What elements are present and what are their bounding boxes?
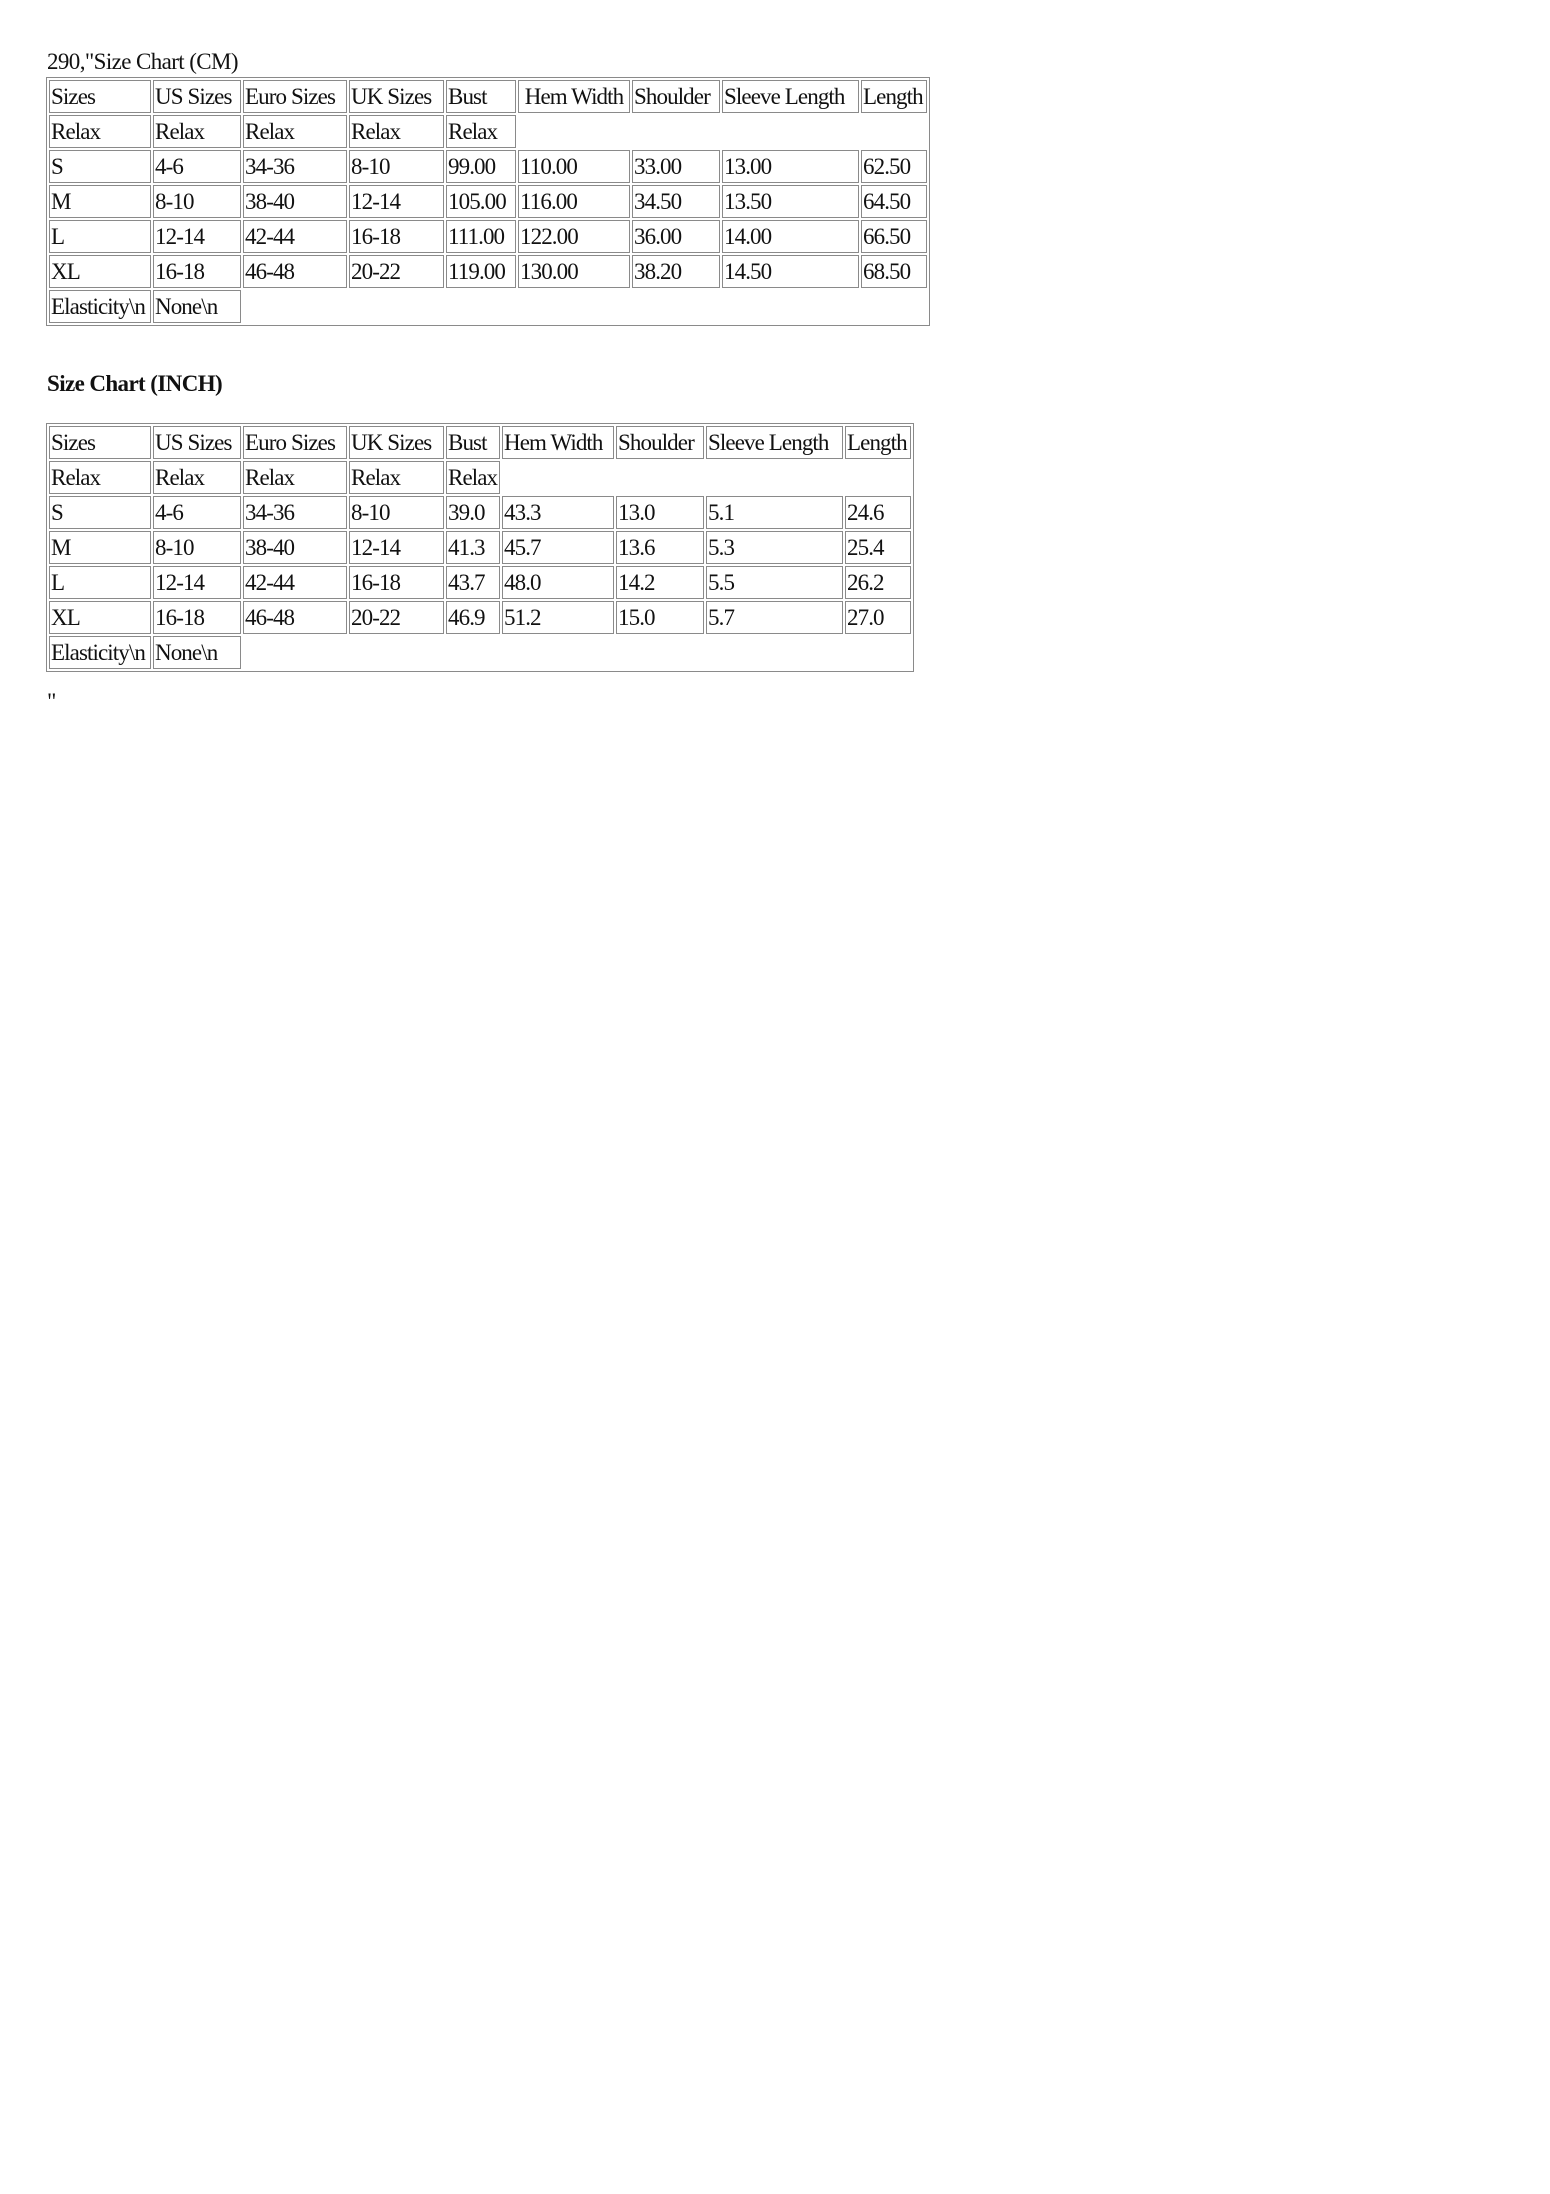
- table-cell: 5.1: [706, 496, 843, 529]
- table-cell: 15.0: [616, 601, 704, 634]
- table-cell: 26.2: [845, 566, 911, 599]
- empty-cell: [349, 290, 444, 323]
- header-cell: Sizes: [49, 426, 151, 459]
- table-cell: 13.6: [616, 531, 704, 564]
- table-cell: 8-10: [153, 185, 241, 218]
- table-cell: 39.0: [446, 496, 500, 529]
- table-cell: L: [49, 220, 151, 253]
- table-cell: 36.00: [632, 220, 720, 253]
- intro-line: 290,"Size Chart (CM): [47, 49, 238, 74]
- table-cell: L: [49, 566, 151, 599]
- table-cell: 14.00: [722, 220, 859, 253]
- table-cell: 27.0: [845, 601, 911, 634]
- table-cell: 45.7: [502, 531, 614, 564]
- empty-cell: [861, 290, 927, 323]
- inch-chart-heading: Size Chart (INCH): [47, 371, 223, 396]
- table-cell: 12-14: [153, 566, 241, 599]
- relax-row: [49, 461, 911, 494]
- relax-cell: Relax: [446, 115, 516, 148]
- table-cell: 13.50: [722, 185, 859, 218]
- table-cell: 5.7: [706, 601, 843, 634]
- table-cell: 66.50: [861, 220, 927, 253]
- header-cell: Shoulder: [632, 80, 720, 113]
- table-row: [49, 150, 927, 183]
- table-cell: 43.7: [446, 566, 500, 599]
- empty-cell: [632, 290, 720, 323]
- empty-cell: [845, 461, 911, 494]
- empty-cell: [845, 636, 911, 669]
- empty-cell: [349, 636, 444, 669]
- table-cell: 16-18: [153, 255, 241, 288]
- relax-cell: Relax: [243, 461, 347, 494]
- relax-cell: Relax: [349, 461, 444, 494]
- table-row: [49, 601, 911, 634]
- header-cell: Hem Width: [518, 80, 630, 113]
- empty-cell: [243, 636, 347, 669]
- table-cell: S: [49, 496, 151, 529]
- table-cell: 42-44: [243, 566, 347, 599]
- table-cell: 43.3: [502, 496, 614, 529]
- empty-cell: [518, 290, 630, 323]
- table-cell: 8-10: [153, 531, 241, 564]
- table-cell: 25.4: [845, 531, 911, 564]
- empty-cell: [632, 115, 720, 148]
- header-cell: UK Sizes: [349, 426, 444, 459]
- table-row: [49, 220, 927, 253]
- empty-cell: [722, 290, 859, 323]
- header-row: [49, 426, 911, 459]
- empty-cell: [861, 115, 927, 148]
- table-cell: 8-10: [349, 150, 444, 183]
- table-cell: 4-6: [153, 496, 241, 529]
- relax-cell: Relax: [446, 461, 500, 494]
- size-chart-inch-table: [46, 423, 914, 672]
- header-cell: Euro Sizes: [243, 80, 347, 113]
- table-cell: 38.20: [632, 255, 720, 288]
- table-cell: 12-14: [153, 220, 241, 253]
- header-cell: Shoulder: [616, 426, 704, 459]
- empty-cell: [446, 290, 516, 323]
- table-cell: 122.00: [518, 220, 630, 253]
- table-row: [49, 531, 911, 564]
- header-cell: Sizes: [49, 80, 151, 113]
- table-cell: XL: [49, 601, 151, 634]
- relax-cell: Relax: [349, 115, 444, 148]
- header-cell: Length: [845, 426, 911, 459]
- table-cell: 46.9: [446, 601, 500, 634]
- table-cell: 105.00: [446, 185, 516, 218]
- table-cell: 41.3: [446, 531, 500, 564]
- table-cell: 16-18: [349, 566, 444, 599]
- table-cell: 16-18: [349, 220, 444, 253]
- table-cell: 130.00: [518, 255, 630, 288]
- relax-row: [49, 115, 927, 148]
- header-cell: Hem Width: [502, 426, 614, 459]
- table-row: [49, 255, 927, 288]
- table-row: [49, 496, 911, 529]
- header-cell: Bust: [446, 426, 500, 459]
- table-cell: 34.50: [632, 185, 720, 218]
- empty-cell: [706, 636, 843, 669]
- table-cell: 38-40: [243, 185, 347, 218]
- table-cell: 34-36: [243, 150, 347, 183]
- empty-cell: [243, 290, 347, 323]
- elasticity-cell: None\n: [153, 636, 241, 669]
- relax-cell: Relax: [49, 461, 151, 494]
- header-cell: Bust: [446, 80, 516, 113]
- table-row: [49, 185, 927, 218]
- table-cell: 4-6: [153, 150, 241, 183]
- empty-cell: [616, 461, 704, 494]
- header-cell: Euro Sizes: [243, 426, 347, 459]
- table-cell: 46-48: [243, 255, 347, 288]
- header-cell: Sleeve Length: [722, 80, 859, 113]
- relax-cell: Relax: [243, 115, 347, 148]
- table-cell: 12-14: [349, 531, 444, 564]
- header-cell: US Sizes: [153, 426, 241, 459]
- elasticity-cell: Elasticity\n: [49, 636, 151, 669]
- elasticity-row: [49, 636, 911, 669]
- table-cell: 51.2: [502, 601, 614, 634]
- table-cell: 14.2: [616, 566, 704, 599]
- empty-cell: [616, 636, 704, 669]
- table-cell: M: [49, 531, 151, 564]
- elasticity-row: [49, 290, 927, 323]
- relax-cell: Relax: [153, 461, 241, 494]
- relax-cell: Relax: [49, 115, 151, 148]
- table-cell: 38-40: [243, 531, 347, 564]
- elasticity-cell: None\n: [153, 290, 241, 323]
- empty-cell: [502, 461, 614, 494]
- table-cell: 48.0: [502, 566, 614, 599]
- empty-cell: [722, 115, 859, 148]
- table-cell: 14.50: [722, 255, 859, 288]
- table-cell: 46-48: [243, 601, 347, 634]
- table-cell: 20-22: [349, 255, 444, 288]
- empty-cell: [446, 636, 500, 669]
- table-cell: 12-14: [349, 185, 444, 218]
- header-cell: UK Sizes: [349, 80, 444, 113]
- table-cell: 64.50: [861, 185, 927, 218]
- table-cell: 62.50: [861, 150, 927, 183]
- table-cell: 8-10: [349, 496, 444, 529]
- table-cell: 111.00: [446, 220, 516, 253]
- elasticity-cell: Elasticity\n: [49, 290, 151, 323]
- table-row: [49, 566, 911, 599]
- empty-cell: [502, 636, 614, 669]
- table-cell: 33.00: [632, 150, 720, 183]
- table-cell: S: [49, 150, 151, 183]
- header-cell: Sleeve Length: [706, 426, 843, 459]
- empty-cell: [706, 461, 843, 494]
- table-cell: 20-22: [349, 601, 444, 634]
- table-cell: 5.3: [706, 531, 843, 564]
- table-cell: 13.00: [722, 150, 859, 183]
- relax-cell: Relax: [153, 115, 241, 148]
- table-cell: 110.00: [518, 150, 630, 183]
- table-cell: 13.0: [616, 496, 704, 529]
- table-cell: 99.00: [446, 150, 516, 183]
- table-cell: 34-36: [243, 496, 347, 529]
- table-cell: XL: [49, 255, 151, 288]
- header-cell: US Sizes: [153, 80, 241, 113]
- table-cell: 16-18: [153, 601, 241, 634]
- table-cell: 116.00: [518, 185, 630, 218]
- size-chart-cm-table: [46, 77, 930, 326]
- table-cell: 5.5: [706, 566, 843, 599]
- table-cell: 24.6: [845, 496, 911, 529]
- table-cell: M: [49, 185, 151, 218]
- closing-quote: ": [47, 689, 56, 714]
- empty-cell: [518, 115, 630, 148]
- table-cell: 68.50: [861, 255, 927, 288]
- table-cell: 119.00: [446, 255, 516, 288]
- table-cell: 42-44: [243, 220, 347, 253]
- header-cell: Length: [861, 80, 927, 113]
- header-row: [49, 80, 927, 113]
